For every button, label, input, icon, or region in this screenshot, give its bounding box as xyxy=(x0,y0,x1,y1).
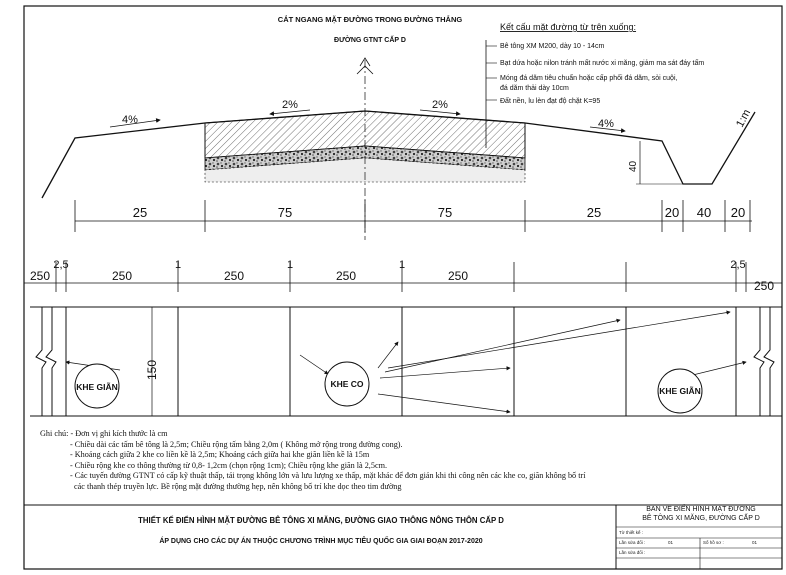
layer-3b: đá dăm thải dày 10cm xyxy=(500,85,569,92)
slope-right-inner: 2% xyxy=(432,99,448,111)
plan-dim-4: 250 xyxy=(223,269,245,283)
note-line-4: - Chiều rộng khe co thông thường từ 0,8- 1,2cm (chọn rộng 1cm); Chiều rộng khe giãn là 2,5cm. xyxy=(70,460,387,470)
plan-dim-8: 250 xyxy=(447,269,469,283)
layer-3a: Móng đá dăm tiêu chuẩn hoặc cấp phối đá dăm, sỏi cuội, xyxy=(500,75,678,82)
tb-file-value: 01 xyxy=(752,540,758,545)
title-block-title xyxy=(620,505,782,523)
dim-75-right: 75 xyxy=(437,205,453,220)
layer-4: Đất nền, lu lèn đạt độ chặt K=95 xyxy=(500,98,601,105)
plan-dim-5: 1 xyxy=(286,259,294,271)
dim-75-left: 75 xyxy=(277,205,293,220)
section-subtitle: ĐƯỜNG GTNT CẤP D xyxy=(334,37,406,44)
expansion-joint-left xyxy=(36,307,46,416)
plan-width: 150 xyxy=(145,359,159,381)
section-dimensions xyxy=(75,200,752,232)
layer-1: Bê tông XM M200, dày 10 - 14cm xyxy=(500,43,605,50)
note-line-3: - Khoảng cách giữa 2 khe co liền kề là 2,5m; Khoảng cách giữa hai khe giãn liền kề là 15m xyxy=(70,450,370,460)
slope-right-outer: 4% xyxy=(598,118,614,130)
tb-rev-label-2: Lần sửa đổi : xyxy=(619,550,646,555)
slope-left-outer: 4% xyxy=(122,114,138,126)
footer-title: THIẾT KẾ ĐIỂN HÌNH MẶT ĐƯỜNG BÊ TÔNG XI MĂNG, ĐƯỜNG GIAO THÔNG NÔNG THÔN CẤP D xyxy=(138,516,504,525)
notes-heading: Ghi chú: xyxy=(40,429,69,438)
tb-sheet-label: Tờ thiết kế : xyxy=(619,530,643,535)
note-line-1: - Đơn vị ghi kích thước là cm xyxy=(70,429,168,438)
plan-dim-0: 250 xyxy=(29,269,51,283)
dim-25-right: 25 xyxy=(586,205,602,220)
plan-dim-9: 2,5 xyxy=(730,259,746,271)
slope-left-inner: 2% xyxy=(282,99,298,111)
tb-rev-label: Lần sửa đổi : xyxy=(619,540,646,545)
plan-dim-2: 250 xyxy=(111,269,133,283)
layer-2: Bạt dứa hoặc nilon tránh mất nước xi măng, giảm ma sát đáy tấm xyxy=(500,60,705,67)
section-title: CẮT NGANG MẶT ĐƯỜNG TRONG ĐƯỜNG THẲNG xyxy=(277,15,463,24)
dim-20-right: 20 xyxy=(730,205,746,220)
footer-subtitle: ÁP DỤNG CHO CÁC DỰ ÁN THUỘC CHƯƠNG TRÌNH MỤC TIÊU QUỐC GIA GIAI ĐOẠN 2017-2020 xyxy=(159,538,483,545)
dim-25-left: 25 xyxy=(132,205,148,220)
tb-file-label: Số hồ sơ : xyxy=(703,540,724,545)
plan-view xyxy=(24,259,782,416)
dim-40: 40 xyxy=(696,205,712,220)
note-line-5: - Các tuyến đường GTNT có cấp kỹ thuật thấp, tải trọng không lớn và lưu lượng xe thấp, mặt khác để đơn giản khi thi công nên các khe co, giãn không bố trí xyxy=(70,471,586,481)
title-block-line2: BÊ TÔNG XI MĂNG, ĐƯỜNG CẤP D xyxy=(642,515,760,522)
expansion-joint-right xyxy=(754,307,764,416)
plan-dim-1: 2,5 xyxy=(53,259,69,271)
ditch-depth: 40 xyxy=(628,160,639,172)
plan-dim-6: 250 xyxy=(335,269,357,283)
plan-dim-3: 1 xyxy=(174,259,182,271)
tb-rev-value: 01 xyxy=(668,540,674,545)
note-line-6: các thanh thép truyền lực. Bề rộng mặt đường thường hẹp, nên không bố trí khe dọc theo tim đường xyxy=(74,481,402,491)
ditch-slope: 1:m xyxy=(734,107,754,130)
note-line-2: - Chiều dài các tấm bê tông là 2,5m; Chiều rộng tấm bằng 2,0m ( Không mở rộng trong đường cong). xyxy=(70,439,403,449)
expansion-right-label: KHE GIÃN xyxy=(659,386,701,396)
structure-heading: Kết cấu mặt đường từ trên xuống: xyxy=(500,22,637,32)
dim-20-left: 20 xyxy=(664,205,680,220)
expansion-left-label: KHE GIÃN xyxy=(76,382,118,392)
title-block-line1: BẢN VẼ ĐIỂN HÌNH MẶT ĐƯỜNG xyxy=(646,506,756,513)
contraction-label: KHE CO xyxy=(330,379,364,389)
plan-dim-7: 1 xyxy=(398,259,406,271)
plan-dim-10: 250 xyxy=(753,279,775,293)
cross-section xyxy=(42,15,755,240)
notes xyxy=(40,429,780,493)
